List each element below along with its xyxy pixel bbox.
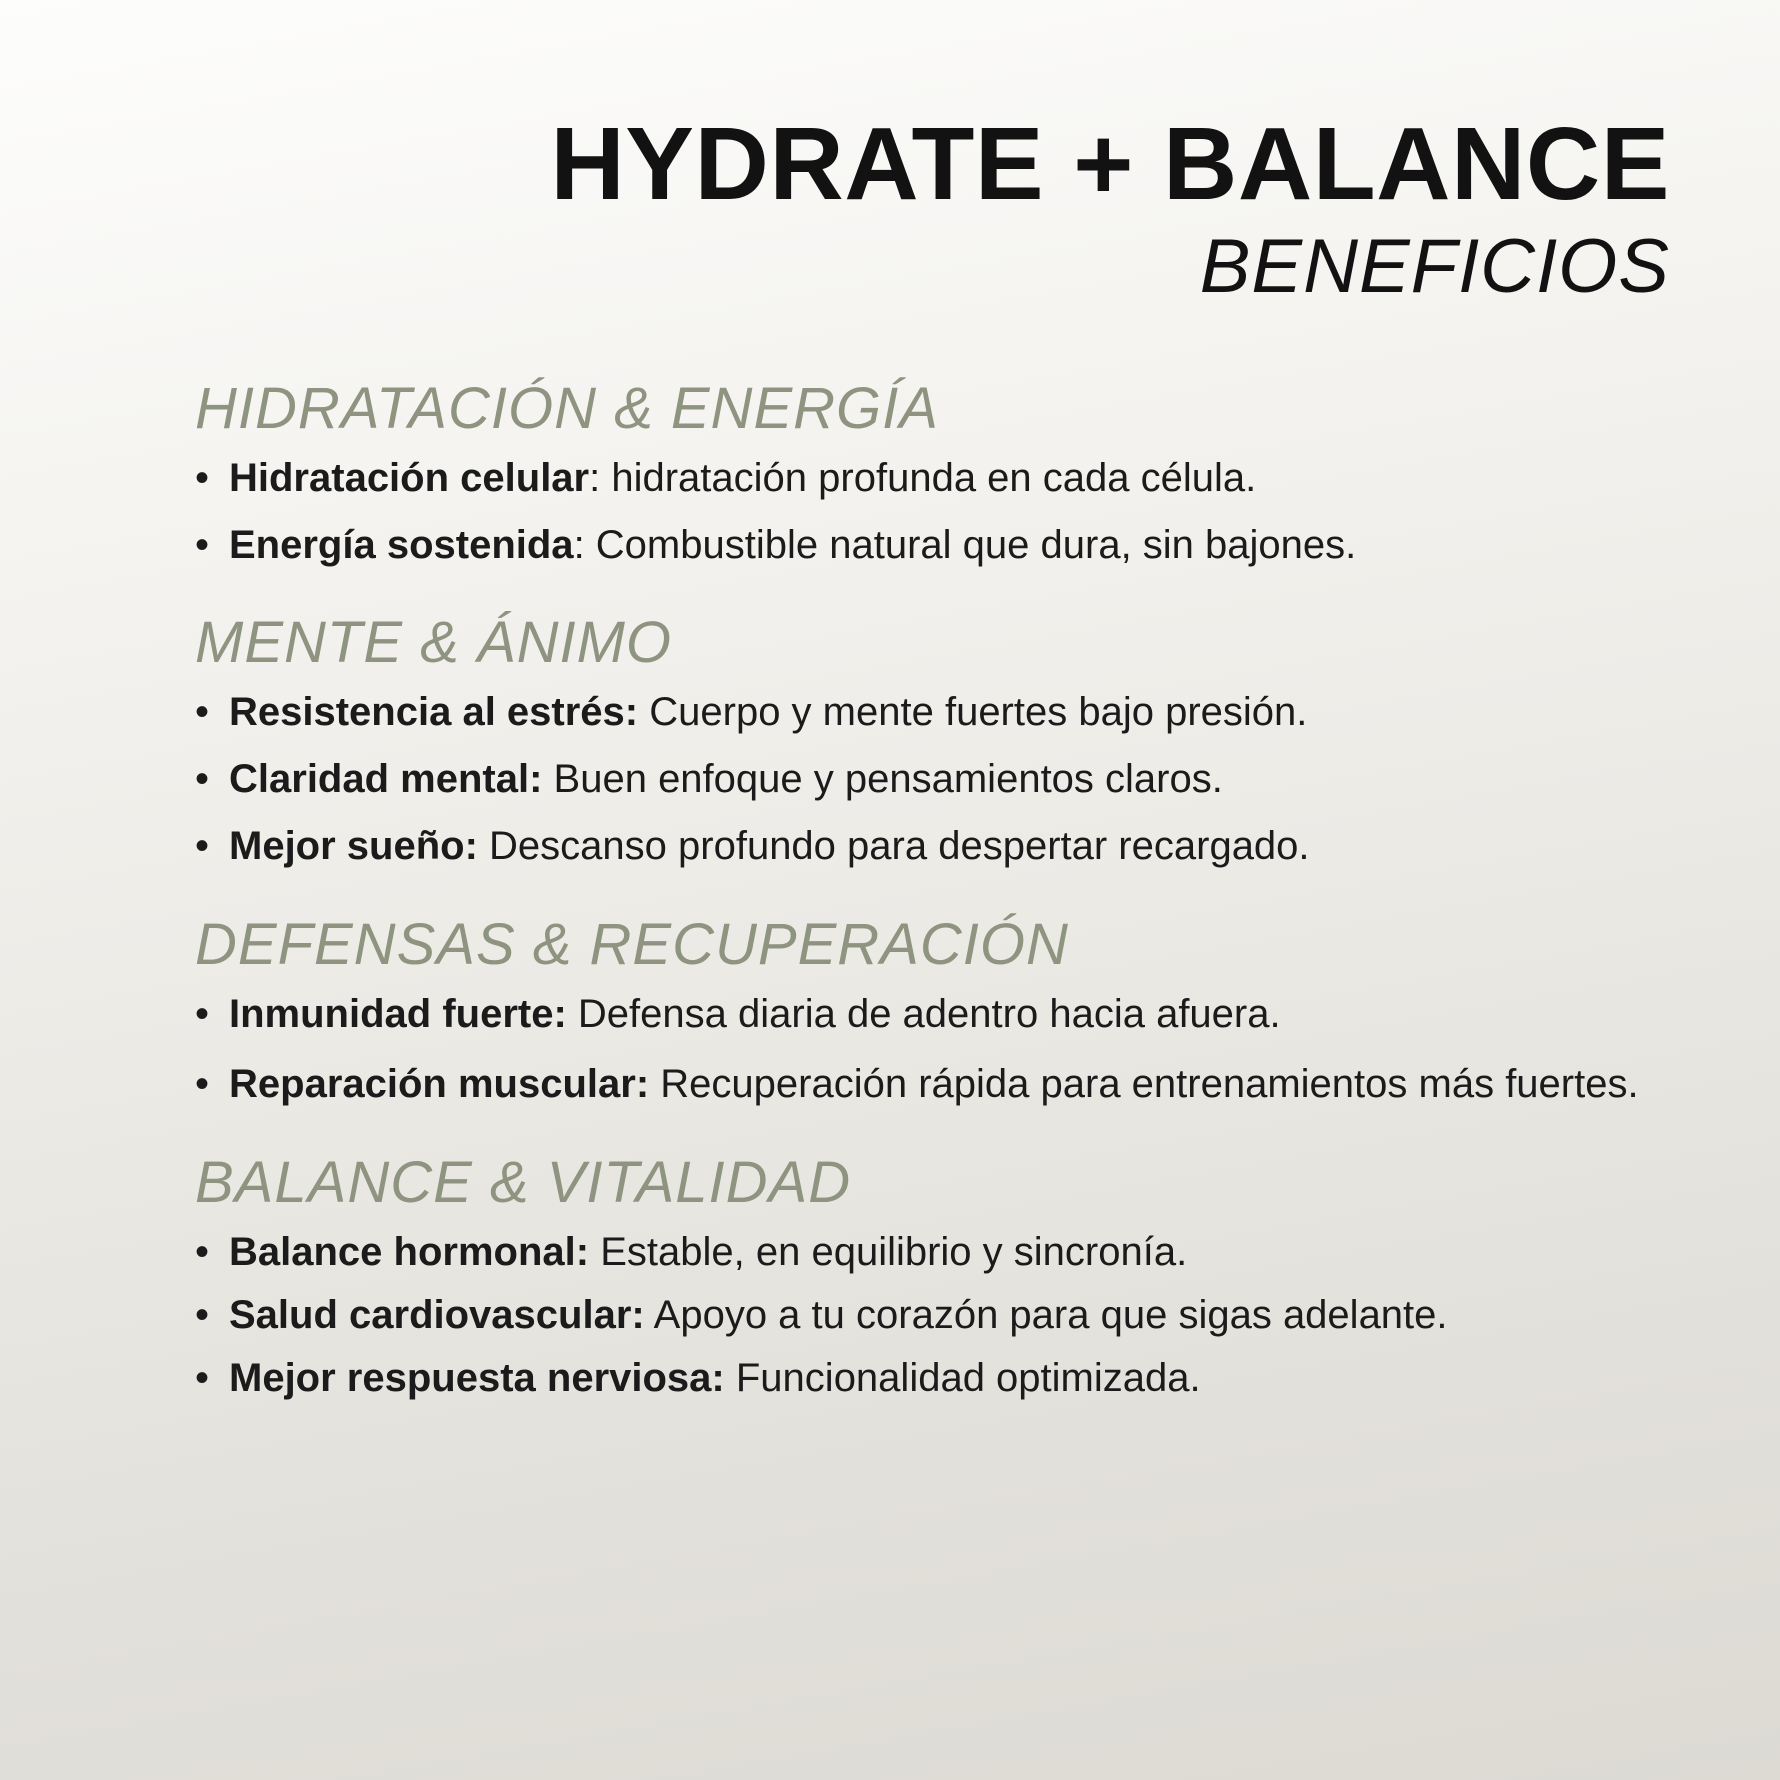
list-item [195,822,1690,871]
list-item-text: Buen enfoque y pensamientos claros. [553,757,1223,802]
list-item [195,1291,1690,1340]
list-item-lead: Balance hormonal: [229,1230,590,1275]
section-title: BALANCE & VITALIDAD [195,1150,852,1216]
list-item-lead: Hidratación celular [229,455,590,500]
section-title: MENTE & ÁNIMO [195,610,673,676]
list-item-text: Cuerpo y mente fuertes bajo presión. [649,690,1308,735]
list-item-text: Combustible natural que dura, sin bajones. [595,522,1357,567]
page-title: HYDRATE + BALANCE [550,106,1670,221]
section-title: DEFENSAS & RECUPERACIÓN [195,911,1069,977]
list-item-sep [725,1356,736,1400]
list-item-sep [589,1230,600,1274]
list-item-lead: Mejor sueño: [229,823,478,868]
poster-header [70,0,1710,309]
bullet-list [195,990,1690,1110]
list-item-text: Estable, en equilibrio y sincronía. [600,1230,1188,1275]
section-defensas-recuperacion [195,911,1690,1109]
list-item-lead: Mejor respuesta nerviosa: [229,1355,725,1400]
list-item-sep [567,992,578,1036]
list-item [195,1354,1690,1403]
list-item-sep [542,757,553,801]
list-item-lead: Salud cardiovascular: [229,1292,645,1337]
list-item-text: Defensa diaria de adentro hacia afuera. [577,991,1281,1036]
list-item [195,755,1690,804]
bullet-list [195,454,1690,570]
list-item-sep: : [573,522,596,567]
section-title: HIDRATACIÓN & ENERGÍA [195,376,939,441]
list-item-text: Funcionalidad optimizada. [735,1355,1201,1400]
list-item-text: Descanso profundo para despertar recargado. [489,823,1310,868]
list-item [195,990,1690,1039]
list-item [195,1060,1690,1109]
list-item-lead: Energía sostenida [229,522,574,567]
section-mente-animo [195,610,1690,870]
list-item-sep [638,690,649,734]
bullet-list [195,688,1690,870]
list-item-text: Apoyo a tu corazón para que sigas adelante. [653,1292,1448,1337]
list-item-text: Recuperación rápida para entrenamientos más fuertes. [660,1062,1639,1107]
list-item [195,454,1690,503]
list-item-lead: Reparación muscular: [229,1062,650,1107]
bullet-list [195,1228,1690,1402]
list-item-sep [478,824,489,868]
list-item-sep [649,1062,660,1106]
list-item-lead: Resistencia al estrés: [229,690,639,735]
list-item-text: hidratación profunda en cada célula. [611,455,1257,500]
list-item [195,1228,1690,1277]
list-item-lead: Claridad mental: [229,757,543,802]
list-item-sep: : [589,455,612,500]
list-item [195,688,1690,737]
section-hidratacion-energia [195,376,1690,569]
page-subtitle: BENEFICIOS [1199,224,1670,309]
section-balance-vitalidad [195,1150,1690,1402]
list-item-lead: Inmunidad fuerte: [229,991,567,1036]
list-item-sep [645,1293,654,1337]
benefits-sections [70,376,1710,1403]
list-item [195,521,1690,570]
